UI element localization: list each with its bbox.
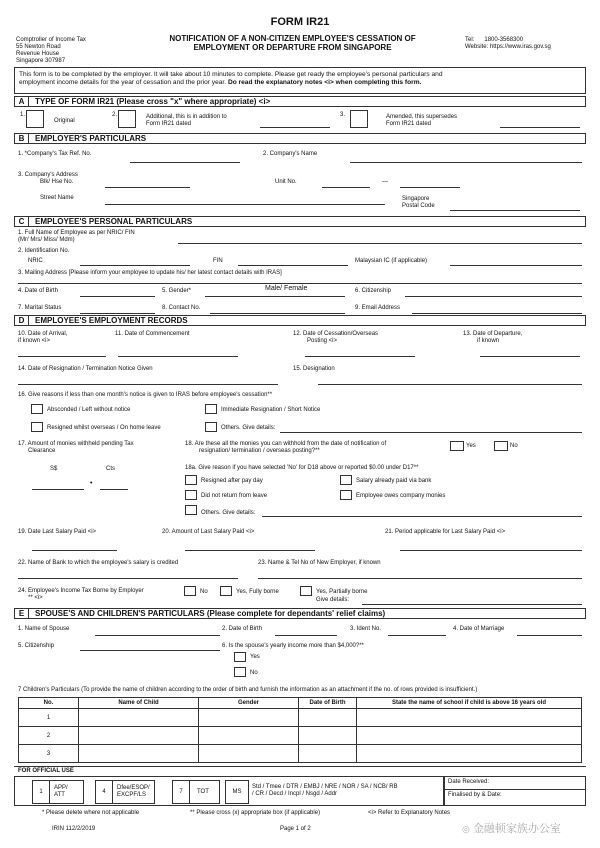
resignation-field[interactable] (18, 384, 278, 385)
tax-borne-label: 24. Employee's Income Tax Borne by Employer ** <i> (18, 588, 144, 601)
spouse-name-field[interactable] (95, 635, 220, 636)
owes-monies-checkbox[interactable] (340, 490, 352, 500)
tax-ref-field[interactable] (130, 162, 240, 163)
tax-ref-label: 1. *Company's Tax Ref. No. (18, 151, 92, 157)
child-dob-cell[interactable] (299, 745, 357, 763)
marriage-date-field[interactable] (517, 635, 582, 636)
form-title: FORM IR21 (270, 16, 330, 28)
spouse-income-yes-checkbox[interactable] (234, 652, 246, 662)
commencement-field[interactable] (118, 356, 238, 357)
opt3-num: 3. (340, 112, 346, 118)
mic-label: Malaysian IC (if applicable) (355, 258, 428, 264)
spouse-income-no-checkbox[interactable] (234, 667, 246, 677)
unit-dash: — (382, 179, 388, 185)
tax-give-field[interactable] (362, 604, 582, 605)
absconded-label: Absconded / Left without notice (47, 407, 131, 413)
form-code: IRIN 112/2/2019 (52, 826, 96, 832)
additional-label: Additional, this is in addition to Form IR21 dated (146, 114, 227, 127)
absconded-checkbox[interactable] (31, 404, 43, 414)
new-employer-field[interactable] (258, 578, 582, 579)
tax-partial-label: Yes, Partially borne (316, 589, 368, 595)
col-school: State the name of school if child is above 16 years old (357, 698, 582, 709)
salary-period-field[interactable] (400, 550, 582, 551)
section-b-header: B EMPLOYER'S PARTICULARS (14, 133, 586, 144)
amended-date-field[interactable] (500, 127, 580, 128)
iras-address: Comptroller of Income Tax 55 Newton Road Revenue House Singapore 307987 (16, 37, 86, 64)
child-dob-cell[interactable] (299, 727, 357, 745)
tax-partial-checkbox[interactable] (300, 586, 312, 596)
original-label: Original (54, 118, 75, 124)
children-label: 7 Children's Particulars (To provide the name of children according to the order of birth and furnish the information as an attachment if the no. of rows provided is insufficient.) (18, 687, 478, 693)
additional-checkbox[interactable] (118, 110, 136, 128)
salary-paid-label: Salary already paid via bank (356, 478, 432, 484)
company-name-label: 2. Company's Name (263, 151, 318, 157)
spouse-name-label: 1. Name of Spouse (18, 626, 70, 632)
table-row (19, 745, 582, 763)
opt2-num: 2. (112, 112, 118, 118)
others-18a-checkbox[interactable] (185, 505, 197, 515)
cessation-field[interactable] (305, 356, 415, 357)
spouse-income-yes-label: Yes (250, 654, 260, 660)
arrival-label: 10. Date of Arrival, if known <i> (18, 331, 68, 344)
ident-label: 2. Identification No. (18, 248, 70, 254)
col-no: No. (19, 698, 79, 709)
child-school-cell[interactable] (357, 727, 582, 745)
sgd-label: S$ (50, 466, 58, 472)
cts-label: Cts (106, 466, 115, 472)
page-number: Page 1 of 2 (280, 826, 311, 832)
resigned-payday-label: Resigned after pay day (201, 478, 263, 484)
last-salary-amount-field[interactable] (185, 550, 315, 551)
tax-give-label: Give details: (316, 597, 350, 603)
contact-info: Tel: 1800-3568300 Website: https://www.iras.gov.sg (465, 37, 551, 50)
main-title: NOTIFICATION OF A NON-CITIZEN EMPLOYEE'S CESSATION OF EMPLOYMENT OR DEPARTURE FROM SINGAPORE (169, 34, 416, 52)
immediate-resign-label: Immediate Resignation / Short Notice (221, 407, 321, 413)
intro-box: This form is to be completed by the employer. It will take about 10 minutes to complete. Please get ready the employee's personal particulars and employment income details for the year of cessation and the prior year. Do read the explanatory notes <i> when completing this form. (14, 67, 586, 94)
monies-dollars-field[interactable] (32, 489, 84, 490)
mailing-field[interactable] (18, 283, 582, 284)
contact-field[interactable] (210, 313, 345, 314)
owes-monies-label: Employee owes company monies (356, 493, 446, 499)
dob-field[interactable] (80, 296, 155, 297)
child-gender-cell[interactable] (199, 745, 299, 763)
fullname-label: 1. Full Name of Employee as per NRIC/ FIN (Mr/ Mrs/ Miss/ Mdm) (18, 230, 135, 243)
spouse-ident-field[interactable] (388, 635, 446, 636)
company-name-field[interactable] (350, 162, 582, 163)
tax-fully-label: Yes, Fully borne (236, 589, 279, 595)
marital-label: 7. Marital Status (18, 305, 62, 311)
amended-checkbox[interactable] (350, 110, 368, 128)
last-salary-date-field[interactable] (32, 550, 117, 551)
child-school-cell[interactable] (357, 709, 582, 727)
spouse-income-no-label: No (250, 670, 258, 676)
tax-borne-no-checkbox[interactable] (184, 586, 196, 596)
table-row (19, 709, 582, 727)
section-e-header: E SPOUSE'S AND CHILDREN'S PARTICULARS (Please complete for dependants' relief claims) (14, 608, 586, 619)
arrival-field[interactable] (18, 356, 106, 357)
resignation-label: 14. Date of Resignation / Termination Notice Given (18, 366, 153, 372)
mailing-label: 3. Mailing Address [Please inform your employee to update his/ her latest contact details with IRAS] (18, 270, 282, 276)
official-ms-box: MS (225, 780, 249, 804)
spouse-ident-label: 3. Ident No. (350, 626, 382, 632)
child-name-cell[interactable] (79, 727, 199, 745)
official-dfee-box: 4 Dfee/ESOP/ EXCPF/LS (95, 780, 155, 804)
unit-field-1[interactable] (322, 187, 370, 188)
row-number: 2 (19, 727, 79, 745)
row-number: 1 (19, 709, 79, 727)
official-app-box: 1 APP/ ATT (32, 780, 84, 804)
reasons-label: 16. Give reasons if less than one month's notice is given to IRAS before employee's cessation** (18, 392, 273, 398)
postal-field[interactable] (450, 210, 580, 211)
spouse-dob-label: 2. Date of Birth (222, 626, 263, 632)
nric-label: NRIC (28, 258, 43, 264)
fin-label: FIN (213, 258, 223, 264)
withhold-no-label: No (510, 443, 518, 449)
new-employer-label: 23. Name & Tel No of New Employer, if known (258, 560, 381, 566)
spouse-citizenship-field[interactable] (80, 650, 220, 651)
resigned-payday-checkbox[interactable] (185, 475, 197, 485)
overseas-label: Resigned whilst overseas / On home leave (47, 425, 161, 431)
blk-label: Blk/ Hse No. (40, 179, 74, 185)
contact-label: 8. Contact No. (162, 305, 201, 311)
children-table (18, 697, 582, 763)
footnote-2: ** Please cross (x) appropriate box (if applicable) (190, 810, 321, 816)
child-name-cell[interactable] (79, 709, 199, 727)
mic-field[interactable] (450, 265, 582, 266)
designation-field[interactable] (318, 384, 582, 385)
monies-label: 17. Amount of monies withheld pending Tax Clearance (18, 441, 134, 454)
spouse-citizenship-label: 5. Citizenship (18, 643, 55, 649)
departure-label: 13. Date of Departure, if known (463, 331, 523, 344)
child-dob-cell[interactable] (299, 709, 357, 727)
others-checkbox[interactable] (205, 422, 217, 432)
section-d-header: D EMPLOYEE'S EMPLOYMENT RECORDS (14, 315, 586, 326)
official-use-title: FOR OFFICIAL USE (18, 768, 74, 774)
commencement-label: 11. Date of Commencement (115, 331, 190, 337)
withhold-no-checkbox[interactable] (494, 441, 508, 451)
others-18a-field[interactable] (262, 516, 582, 517)
fullname-field[interactable] (178, 243, 582, 244)
company-address-label: 3. Company's Address (18, 172, 78, 178)
street-label: Street Name (40, 195, 74, 201)
overseas-checkbox[interactable] (31, 422, 43, 432)
tax-fully-checkbox[interactable] (220, 586, 232, 596)
cessation-label: 12. Date of Cessation/Overseas Posting <i> (293, 331, 379, 344)
gender-label: 5. Gender* (162, 288, 192, 294)
email-label: 9. Email Address (355, 305, 401, 311)
citizenship-label: 6. Citizenship (355, 288, 392, 294)
last-salary-date-label: 19. Date Last Salary Paid <i> (18, 529, 97, 535)
official-received-box: Date Received: Finalised by & Date: (444, 776, 586, 806)
last-salary-amount-label: 20. Amount of Last Salary Paid <i> (162, 529, 255, 535)
postal-label: Singapore Postal Code (402, 196, 435, 209)
withhold-yes-label: Yes (466, 443, 476, 449)
col-name: Name of Child (79, 698, 199, 709)
footnote-3: <i> Refer to Explanatory Notes (368, 810, 451, 816)
amended-label: Amended, this supersedes Form IR21 dated (386, 114, 458, 127)
dob-label: 4. Date of Birth (18, 288, 59, 294)
gender-field[interactable] (205, 296, 345, 297)
watermark: ◎ 金融顿家族办公室 (462, 823, 561, 835)
spouse-income-label: 6. Is the spouse's yearly income more than $4,000?** (222, 643, 364, 649)
col-gender: Gender (199, 698, 299, 709)
opt1-num: 1. (20, 112, 26, 118)
original-checkbox[interactable] (26, 110, 44, 128)
blk-field[interactable] (105, 187, 190, 188)
child-gender-cell[interactable] (199, 727, 299, 745)
unit-label: Unit No. (275, 179, 297, 185)
row-number: 3 (19, 745, 79, 763)
others-details-field[interactable] (280, 432, 582, 433)
withhold-yes-checkbox[interactable] (450, 441, 464, 451)
official-tot-box: 7 TOT (172, 780, 220, 804)
bank-label: 22. Name of Bank to which the employee's salary is credited (18, 560, 179, 566)
tax-borne-no-label: No (200, 589, 208, 595)
table-row (19, 727, 582, 745)
others-label: Others. Give details: (221, 425, 276, 431)
salary-period-label: 21. Period applicable for Last Salary Paid <i> (385, 529, 506, 535)
official-codes: Std / Tmee / DTR / EMBJ / NRE / NOR / SA / NCB/ RB / CR / Decd / Incpl / Nsgd / Addr (252, 784, 398, 797)
official-divider (14, 766, 586, 767)
spouse-dob-field[interactable] (275, 635, 337, 636)
fin-field[interactable] (238, 265, 348, 266)
street-field[interactable] (105, 204, 385, 205)
additional-date-field[interactable] (260, 127, 330, 128)
footnote-1: * Please delete where not applicable (42, 810, 140, 816)
not-return-label: Did not return from leave (201, 493, 268, 499)
salary-paid-checkbox[interactable] (340, 475, 352, 485)
gender-value[interactable]: Male/ Female (265, 285, 308, 292)
child-school-cell[interactable] (357, 745, 582, 763)
email-field[interactable] (412, 313, 582, 314)
others-18a-label: Others. Give details: (201, 510, 256, 516)
reason-18a-label: 18a. Give reason if you have selected 'No' for D18 above or reported $0.00 under D17** (185, 465, 419, 471)
child-gender-cell[interactable] (199, 709, 299, 727)
section-a-header: A TYPE OF FORM IR21 (Please cross "x" where appropriate) <i> (14, 96, 586, 107)
nric-field[interactable] (80, 265, 190, 266)
col-dob: Date of Birth (299, 698, 357, 709)
marital-field[interactable] (80, 313, 155, 314)
unit-field-2[interactable] (400, 187, 460, 188)
withhold-all-label: 18. Are these all the monies you can withhold from the date of notification of resignation/ termination / overseas posting?** (185, 441, 387, 454)
monies-cents-field[interactable] (100, 489, 128, 490)
departure-field[interactable] (480, 356, 580, 357)
not-return-checkbox[interactable] (185, 490, 197, 500)
marriage-date-label: 4. Date of Marriage (453, 626, 505, 632)
section-c-header: C EMPLOYEE'S PERSONAL PARTICULARS (14, 216, 586, 227)
bank-field[interactable] (18, 578, 238, 579)
citizenship-field[interactable] (405, 296, 582, 297)
child-name-cell[interactable] (79, 745, 199, 763)
decimal-point: • (90, 480, 93, 487)
designation-label: 15. Designation (293, 366, 335, 372)
immediate-resign-checkbox[interactable] (205, 404, 217, 414)
